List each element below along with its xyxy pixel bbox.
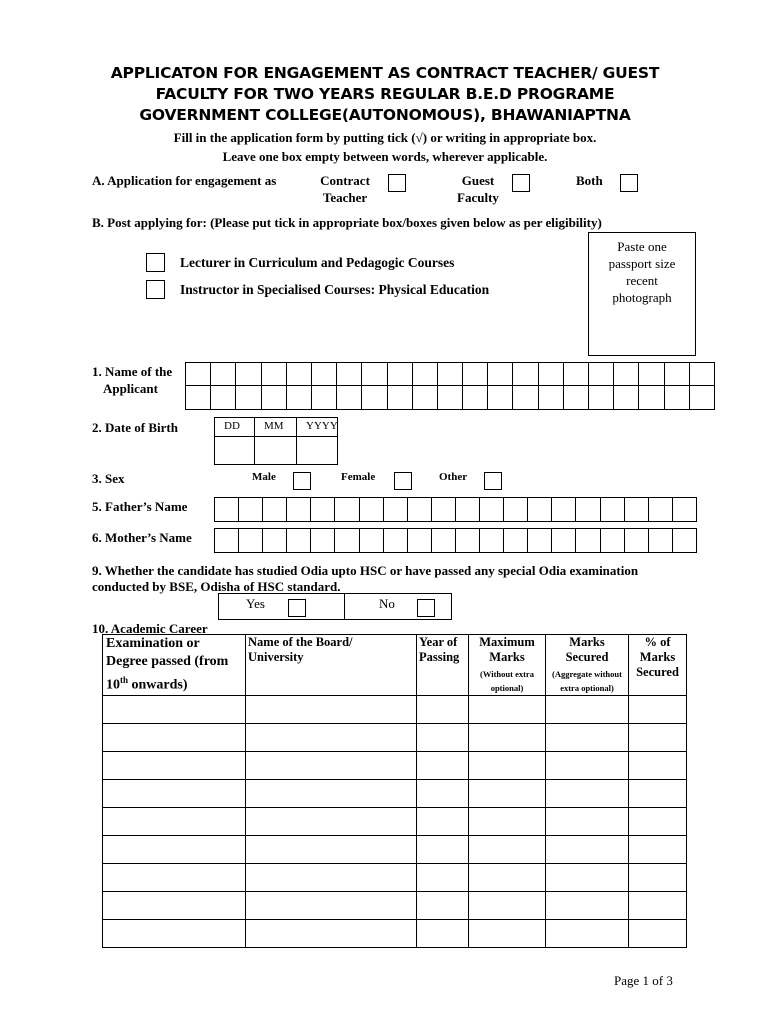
academic-cell[interactable] xyxy=(629,752,687,780)
dob-label: 2. Date of Birth xyxy=(92,420,178,435)
header-exam-line3 xyxy=(106,671,245,695)
char-box[interactable] xyxy=(335,528,359,553)
academic-cell[interactable] xyxy=(469,864,546,892)
char-box[interactable] xyxy=(239,497,263,522)
sex-other-label: Other xyxy=(439,471,468,483)
academic-row xyxy=(103,892,687,920)
char-box[interactable] xyxy=(438,362,463,386)
academic-career-table xyxy=(102,634,687,948)
char-box[interactable] xyxy=(413,386,438,410)
char-box[interactable] xyxy=(337,362,362,386)
header-year-line2: Passing xyxy=(419,650,460,664)
contract-line2: Teacher xyxy=(322,190,368,205)
academic-cell[interactable] xyxy=(629,836,687,864)
char-box[interactable] xyxy=(236,362,261,386)
char-box[interactable] xyxy=(665,386,690,410)
char-box[interactable] xyxy=(539,386,564,410)
sex-other-checkbox[interactable] xyxy=(484,472,502,490)
char-box[interactable] xyxy=(463,386,488,410)
instructor-checkbox[interactable] xyxy=(146,280,165,299)
academic-career-label: 10. Academic Career xyxy=(92,621,208,636)
header-exam-sup: th xyxy=(120,675,129,685)
char-box[interactable] xyxy=(513,362,538,386)
mother-name-grid-row[interactable] xyxy=(214,528,697,553)
dob-yyyy-header: YYYY xyxy=(297,418,337,437)
mother-name-grid[interactable] xyxy=(214,528,697,553)
header-year xyxy=(417,635,469,696)
option-contract-teacher-label xyxy=(316,172,374,206)
yes-no-divider xyxy=(344,594,345,619)
academic-body xyxy=(103,696,687,948)
name-grid-row[interactable] xyxy=(185,362,715,386)
char-box[interactable] xyxy=(690,386,715,410)
header-max-marks xyxy=(469,635,546,696)
header-percent xyxy=(629,635,687,696)
mother-name-label: 6. Mother’s Name xyxy=(92,530,192,545)
char-box[interactable] xyxy=(337,386,362,410)
academic-cell[interactable] xyxy=(629,780,687,808)
char-box[interactable] xyxy=(287,497,311,522)
academic-cell[interactable] xyxy=(546,864,629,892)
char-box[interactable] xyxy=(614,362,639,386)
char-box[interactable] xyxy=(186,386,211,410)
academic-cell[interactable] xyxy=(417,892,469,920)
academic-cell[interactable] xyxy=(417,724,469,752)
father-name-grid[interactable] xyxy=(214,497,697,522)
academic-cell[interactable] xyxy=(546,808,629,836)
academic-cell[interactable] xyxy=(629,724,687,752)
section-b-label: B. Post applying for: (Please put tick in appropriate box/boxes given below as per eligibility) xyxy=(92,215,602,230)
academic-row xyxy=(103,780,687,808)
char-box[interactable] xyxy=(263,528,287,553)
instructor-label: Instructor in Specialised Courses: Physical Education xyxy=(180,282,490,297)
header-pct-line1: % of xyxy=(644,635,671,649)
academic-cell[interactable] xyxy=(103,808,246,836)
char-box[interactable] xyxy=(480,528,504,553)
photo-box[interactable] xyxy=(588,232,696,356)
char-box[interactable] xyxy=(362,386,387,410)
academic-cell[interactable] xyxy=(417,920,469,948)
char-box[interactable] xyxy=(601,528,625,553)
char-box[interactable] xyxy=(480,497,504,522)
char-box[interactable] xyxy=(673,528,697,553)
char-box[interactable] xyxy=(239,528,263,553)
char-box[interactable] xyxy=(639,386,664,410)
academic-cell[interactable] xyxy=(417,864,469,892)
header-exam-line2: Degree passed (from xyxy=(106,654,229,669)
photo-line-1: Paste one xyxy=(617,239,667,254)
header-board-line2: University xyxy=(248,650,304,664)
section-a-label: A. Application for engagement as xyxy=(92,173,277,188)
header-year-line1: Year of xyxy=(419,635,458,649)
name-label-line2: Applicant xyxy=(103,381,158,396)
academic-cell[interactable] xyxy=(417,836,469,864)
sex-male-checkbox[interactable] xyxy=(293,472,311,490)
char-box[interactable] xyxy=(639,362,664,386)
academic-cell[interactable] xyxy=(469,836,546,864)
academic-cell[interactable] xyxy=(546,836,629,864)
academic-cell[interactable] xyxy=(469,808,546,836)
academic-cell[interactable] xyxy=(246,752,417,780)
academic-cell[interactable] xyxy=(629,864,687,892)
academic-cell[interactable] xyxy=(546,892,629,920)
academic-cell[interactable] xyxy=(546,724,629,752)
header-secured-line1: Marks xyxy=(569,635,605,649)
char-box[interactable] xyxy=(312,386,337,410)
academic-row xyxy=(103,808,687,836)
academic-cell[interactable] xyxy=(629,808,687,836)
header-max-line1: Maximum xyxy=(479,635,535,649)
sex-label: 3. Sex xyxy=(92,471,125,486)
char-box[interactable] xyxy=(413,362,438,386)
academic-cell[interactable] xyxy=(246,836,417,864)
char-box[interactable] xyxy=(488,386,513,410)
header-marks-secured xyxy=(546,635,629,696)
academic-cell[interactable] xyxy=(546,920,629,948)
char-box[interactable] xyxy=(362,362,387,386)
odia-yes-checkbox[interactable] xyxy=(288,599,306,617)
char-box[interactable] xyxy=(539,362,564,386)
char-box[interactable] xyxy=(360,497,384,522)
char-box[interactable] xyxy=(625,497,649,522)
char-box[interactable] xyxy=(186,362,211,386)
odia-yes-label: Yes xyxy=(246,596,265,611)
option-guest-faculty-label xyxy=(450,172,506,206)
odia-no-label: No xyxy=(379,596,395,611)
academic-cell[interactable] xyxy=(246,808,417,836)
char-box[interactable] xyxy=(287,528,311,553)
header-examination xyxy=(103,635,246,696)
header-secured-line2: Secured xyxy=(565,650,609,664)
academic-cell[interactable] xyxy=(246,864,417,892)
odia-no-checkbox[interactable] xyxy=(417,599,435,617)
char-box[interactable] xyxy=(384,528,408,553)
academic-cell[interactable] xyxy=(103,752,246,780)
char-box[interactable] xyxy=(456,497,480,522)
char-box[interactable] xyxy=(589,386,614,410)
char-box[interactable] xyxy=(528,497,552,522)
guest-faculty-checkbox[interactable] xyxy=(512,174,530,192)
char-box[interactable] xyxy=(262,386,287,410)
char-box[interactable] xyxy=(513,386,538,410)
char-box[interactable] xyxy=(215,528,239,553)
academic-cell[interactable] xyxy=(629,892,687,920)
header-board-line1: Name of the Board/ xyxy=(248,635,353,649)
academic-cell[interactable] xyxy=(469,920,546,948)
academic-cell[interactable] xyxy=(546,780,629,808)
char-box[interactable] xyxy=(211,362,236,386)
page-number: Page 1 of 3 xyxy=(614,973,673,988)
guest-line1: Guest xyxy=(461,173,495,188)
name-label-line1: 1. Name of the xyxy=(92,364,173,379)
char-box[interactable] xyxy=(263,497,287,522)
academic-cell[interactable] xyxy=(546,696,629,724)
photo-line-3: recent xyxy=(626,273,658,288)
odia-yes-no-box xyxy=(218,593,452,620)
academic-cell[interactable] xyxy=(417,808,469,836)
father-name-grid-row[interactable] xyxy=(214,497,697,522)
sex-female-label: Female xyxy=(341,471,376,483)
char-box[interactable] xyxy=(211,386,236,410)
academic-cell[interactable] xyxy=(103,696,246,724)
dob-mm-header: MM xyxy=(255,418,297,437)
char-box[interactable] xyxy=(438,386,463,410)
academic-cell[interactable] xyxy=(469,696,546,724)
header-max-note-1: (Without extra xyxy=(480,669,534,679)
name-grid[interactable] xyxy=(185,362,715,410)
char-box[interactable] xyxy=(463,362,488,386)
header-secured-note xyxy=(546,667,628,695)
odia-question-line1: 9. Whether the candidate has studied Odia upto HSC or have passed any special Odia examination xyxy=(92,563,639,578)
academic-cell[interactable] xyxy=(103,920,246,948)
char-box[interactable] xyxy=(456,528,480,553)
char-box[interactable] xyxy=(564,386,589,410)
header-exam-line1: Examination or xyxy=(106,636,200,651)
char-box[interactable] xyxy=(601,497,625,522)
academic-cell[interactable] xyxy=(103,780,246,808)
both-checkbox[interactable] xyxy=(620,174,638,192)
academic-row xyxy=(103,920,687,948)
header-pct-line3: Secured xyxy=(636,665,679,679)
photo-line-2: passport size xyxy=(608,256,676,271)
photo-line-4: photograph xyxy=(612,290,672,305)
contract-teacher-checkbox[interactable] xyxy=(388,174,406,192)
header-exam-tail: onwards) xyxy=(128,677,188,693)
dob-dd-header: DD xyxy=(215,418,255,437)
char-box[interactable] xyxy=(311,497,335,522)
guest-line2: Faculty xyxy=(457,190,499,205)
academic-cell[interactable] xyxy=(246,920,417,948)
header-max-note xyxy=(469,667,545,695)
academic-header-row xyxy=(103,635,687,696)
header-max-line2: Marks xyxy=(489,650,525,664)
name-grid-row[interactable] xyxy=(185,386,715,410)
academic-cell[interactable] xyxy=(103,836,246,864)
char-box[interactable] xyxy=(312,362,337,386)
char-box[interactable] xyxy=(360,528,384,553)
title-line-2: FACULTY FOR TWO YEARS REGULAR B.E.D PROGRAME xyxy=(155,85,615,103)
title-line-1: APPLICATON FOR ENGAGEMENT AS CONTRACT TEACHER/ GUEST xyxy=(110,64,660,82)
dob-grid[interactable] xyxy=(214,417,338,465)
academic-cell[interactable] xyxy=(546,752,629,780)
char-box[interactable] xyxy=(432,497,456,522)
academic-cell[interactable] xyxy=(469,752,546,780)
instruction-2: Leave one box empty between words, wherever applicable. xyxy=(222,149,548,164)
char-box[interactable] xyxy=(408,528,432,553)
academic-cell[interactable] xyxy=(469,892,546,920)
char-box[interactable] xyxy=(614,386,639,410)
academic-cell[interactable] xyxy=(246,892,417,920)
academic-cell[interactable] xyxy=(629,696,687,724)
academic-cell[interactable] xyxy=(103,864,246,892)
academic-row xyxy=(103,864,687,892)
name-label xyxy=(92,363,172,397)
option-both-label: Both xyxy=(576,173,603,188)
academic-row xyxy=(103,724,687,752)
academic-cell[interactable] xyxy=(246,780,417,808)
char-box[interactable] xyxy=(215,497,239,522)
char-box[interactable] xyxy=(262,362,287,386)
academic-cell[interactable] xyxy=(417,752,469,780)
academic-cell[interactable] xyxy=(103,892,246,920)
academic-row xyxy=(103,752,687,780)
char-box[interactable] xyxy=(388,362,413,386)
char-box[interactable] xyxy=(504,497,528,522)
lecturer-label: Lecturer in Curriculum and Pedagogic Courses xyxy=(180,255,455,270)
title-line-3: GOVERNMENT COLLEGE(AUTONOMOUS), BHAWANIAPTNA xyxy=(139,106,631,124)
char-box[interactable] xyxy=(408,497,432,522)
char-box[interactable] xyxy=(287,386,312,410)
academic-cell[interactable] xyxy=(417,696,469,724)
dob-yyyy-input[interactable] xyxy=(297,437,337,464)
char-box[interactable] xyxy=(552,528,576,553)
academic-cell[interactable] xyxy=(103,724,246,752)
char-box[interactable] xyxy=(589,362,614,386)
char-box[interactable] xyxy=(625,528,649,553)
header-exam-10: 10 xyxy=(106,677,120,693)
sex-female-checkbox[interactable] xyxy=(394,472,412,490)
char-box[interactable] xyxy=(649,497,673,522)
header-secured-note-2: extra optional) xyxy=(560,683,614,693)
dob-dd-input[interactable] xyxy=(215,437,255,464)
header-max-note-2: optional) xyxy=(490,683,524,693)
char-box[interactable] xyxy=(287,362,312,386)
char-box[interactable] xyxy=(673,497,697,522)
header-secured-note-1: (Aggregate without xyxy=(552,669,622,679)
char-box[interactable] xyxy=(576,528,600,553)
instruction-1: Fill in the application form by putting tick (√) or writing in appropriate box. xyxy=(173,130,597,145)
header-board xyxy=(246,635,417,696)
form-title xyxy=(40,63,730,126)
char-box[interactable] xyxy=(488,362,513,386)
header-pct-line2: Marks xyxy=(639,650,676,664)
char-box[interactable] xyxy=(432,528,456,553)
father-name-label: 5. Father’s Name xyxy=(92,499,188,514)
academic-cell[interactable] xyxy=(469,780,546,808)
odia-question-line2: conducted by BSE, Odisha of HSC standard. xyxy=(92,579,341,594)
char-box[interactable] xyxy=(335,497,359,522)
char-box[interactable] xyxy=(311,528,335,553)
char-box[interactable] xyxy=(649,528,673,553)
char-box[interactable] xyxy=(665,362,690,386)
academic-row xyxy=(103,836,687,864)
char-box[interactable] xyxy=(690,362,715,386)
academic-cell[interactable] xyxy=(417,780,469,808)
contract-line1: Contract xyxy=(320,173,370,188)
academic-cell[interactable] xyxy=(246,724,417,752)
char-box[interactable] xyxy=(384,497,408,522)
sex-male-label: Male xyxy=(252,471,276,483)
lecturer-checkbox[interactable] xyxy=(146,253,165,272)
academic-cell[interactable] xyxy=(469,724,546,752)
char-box[interactable] xyxy=(528,528,552,553)
char-box[interactable] xyxy=(576,497,600,522)
academic-row xyxy=(103,696,687,724)
char-box[interactable] xyxy=(388,386,413,410)
char-box[interactable] xyxy=(504,528,528,553)
char-box[interactable] xyxy=(564,362,589,386)
char-box[interactable] xyxy=(236,386,261,410)
academic-cell[interactable] xyxy=(629,920,687,948)
char-box[interactable] xyxy=(552,497,576,522)
academic-cell[interactable] xyxy=(246,696,417,724)
dob-mm-input[interactable] xyxy=(255,437,297,464)
